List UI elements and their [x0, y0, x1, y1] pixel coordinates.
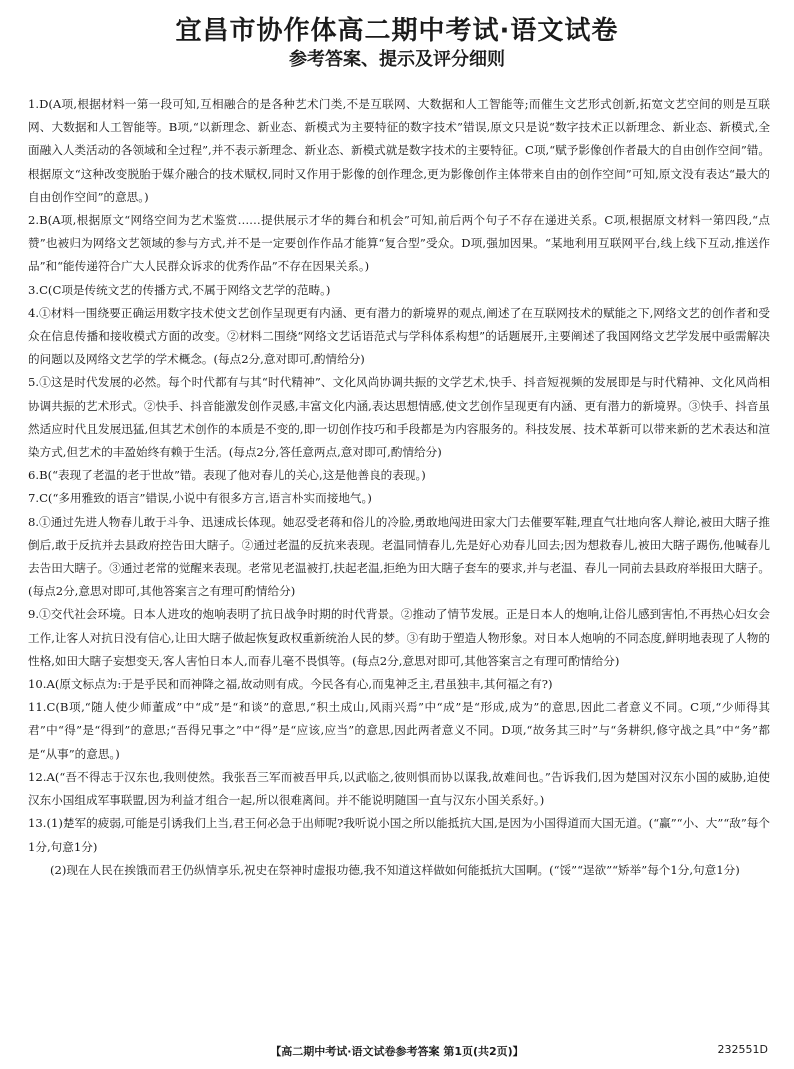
answer-text: A(原文标点为:于是乎民和而神降之福,故动则有成。今民各有心,而鬼神乏主,君虽独丰,其何福之有?): [46, 677, 553, 692]
answer-number: 12.: [28, 769, 47, 784]
answer-text: ①通过先进人物春儿敢于斗争、迅速成长体现。她忍受老蒋和俗儿的冷脸,勇敢地闯进田家大门去催要军鞋,理直气壮地向客人辩论,被田大瞎子推倒后,敢于反抗并去县政府控告田大瞎子。②通过老温的反抗来表现。老温同情春儿,先是好心劝春儿回去;因为想救春儿,被田大瞎子踢伤,他喊春儿去告田大瞎子。③通过老常的觉醒来表现。老常见老温被打,扶起老温,拒绝为田大瞎子套车的要求,并与老温、春儿一同前去县政府举报田大瞎子。(每点2分,意思对即可,其他答案言之有理可酌情给分): [28, 514, 770, 599]
answer-number: 11.: [28, 700, 47, 715]
answer-text: ①交代社会环境。日本人进攻的炮响表明了抗日战争时期的时代背景。②推动了情节发展。正是日本人的炮响,让俗儿感到害怕,不再热心妇女会工作,让客人对抗日没有信心,让田大瞎子做起恢复政权重新统治人民的梦。③有助于塑造人物形象。对日本人炮响的不同态度,鲜明地表现了人物的性格,如田大瞎子妄想变天,客人害怕日本人,而春儿毫不畏惧等。(每点2分,意思对即可,其他答案言之有理可酌情给分): [28, 607, 770, 668]
answer-13: [28, 812, 770, 858]
answer-number: 9.: [28, 607, 40, 622]
page-footer: 【高二期中考试·语文试卷参考答案 第1页(共2页)】: [270, 1045, 524, 1058]
answer-13-part-2: (2)现在人民在挨饿而君王仍纵情享乐,祝史在祭神时虚报功德,我不知道这样做如何能抵抗大国啊。(“馁”“逞欲”“矫举”每个1分,句意1分): [50, 862, 740, 877]
page-subtitle: 参考答案、提示及评分细则: [289, 49, 505, 70]
answer-number: 6.: [28, 468, 40, 483]
answer-12: [28, 766, 770, 812]
answer-number: 13.: [28, 816, 47, 831]
answer-number: 2.: [28, 213, 40, 228]
answer-number: 7.: [28, 491, 40, 506]
answer-1: [28, 93, 770, 209]
document-code: 232551D: [717, 1043, 768, 1056]
answer-10: [28, 673, 770, 696]
answer-text: A(“吾不得志于汉东也,我则使然。我张吾三军而被吾甲兵,以武临之,彼则惧而协以谋我,故难间也。”告诉我们,因为楚国对汉东小国的威胁,迫使汉东小国组成军事联盟,因为利益才组合一起,所以很难离间。并不能说明随国一直与汉东小国关系好。): [28, 769, 770, 808]
answer-7: [28, 487, 770, 510]
answer-number: 4.: [28, 305, 40, 320]
answer-text: C(C项是传统文艺的传播方式,不属于网络文艺学的范畴。): [39, 282, 331, 297]
answer-text: D(A项,根据材料一第一段可知,互相融合的是各种艺术门类,不是互联网、大数据和人工智能等;而催生文艺形式创新,拓宽文艺空间的则是互联网、大数据和人工智能等。B项,“以新理念、新业态、新模式为主要特征的数字技术”错误,原文只是说“数字技术正以新理念、新业态、新模式,全面融入人类活动的各领域和全过程”,并不表示新理念、新业态、新模式就是数字技术的主要特征。C项,“赋予影像创作者最大的自由创作空间”错。根据原文“这种改变脱胎于媒介融合的技术赋权,同时又作用于影像的创作理念,更为影像创作主体带来自由的创作空间”可知,原文没有表达“最大的自由创作空间”的意思。): [28, 97, 770, 204]
answer-text: C(B项,“随人使少师董成”中“成”是“和谈”的意思,“积土成山,风雨兴焉”中“成”是“形成,成为”的意思,因此二者意义不同。C项,“少师得其君”中“得”是“得到”的意思;“吾得兄事之”中“得”是“应该,应当”的意思,因此两者意义不同。D项,“故务其三时”与“务耕织,修守战之具”中“务”都是“从事”的意思。): [28, 700, 770, 761]
answer-2: [28, 209, 770, 279]
page-title: 宜昌市协作体高二期中考试·语文试卷: [175, 16, 619, 46]
answer-5: [28, 371, 770, 464]
answer-text: ①这是时代发展的必然。每个时代都有与其“时代精神”、文化风尚协调共振的文学艺术,快手、抖音短视频的发展即是与时代精神、文化风尚相协调共振的艺术形式。②快手、抖音能激发创作灵感,丰富文化内涵,表达思想情感,使文艺创作呈现更有内涵、更有潜力的新境界。③快手、抖音虽然适应时代且发展迅猛,但其艺术创作的本质是不变的,即一切创作技巧和手段都是为内容服务的。科技发展、技术革新可以带来新的艺术表达和渲染方式,但艺术的丰盈始终有赖于生活。(每点2分,答任意两点,意对即可,酌情给分): [28, 375, 770, 460]
answer-number: 3.: [28, 282, 40, 297]
answer-8: [28, 511, 770, 604]
answer-number: 5.: [28, 375, 40, 390]
answer-text: ①材料一围绕要正确运用数字技术使文艺创作呈现更有内涵、更有潜力的新境界的观点,阐述了在互联网技术的赋能之下,网络文艺的创作者和受众在信息传播和接收模式方面的改变。②材料二围绕“网络文艺话语范式与学科体系构想”的话题展开,主要阐述了我国网络文艺学发展中亟需解决的问题以及网络文艺学的学术概念。(每点2分,意对即可,酌情给分): [28, 305, 770, 367]
answer-text: B(A项,根据原文“网络空间为艺术鉴赏……提供展示才华的舞台和机会”可知,前后两个句子不存在递进关系。C项,根据原文材料一第四段,“点赞”也被归为网络文艺领域的参与方式,并不是一定要创作作品才能算“复合型”受众。D项,强加因果。“某地利用互联网平台,线上线下互动,推送作品”和“能传递符合广大人民群众诉求的优秀作品”不存在因果关系。): [28, 213, 770, 274]
answer-number: 8.: [28, 514, 40, 529]
answer-11: [28, 696, 770, 766]
answer-4: [28, 302, 770, 372]
answer-number: 1.: [28, 97, 40, 111]
answer-9: [28, 603, 770, 673]
answer-3: [28, 279, 770, 302]
answer-text: C(“多用雅致的语言”错误,小说中有很多方言,语言朴实而接地气。): [39, 491, 372, 506]
answer-number: 10.: [28, 677, 47, 692]
answer-text: B(“表现了老温的老于世故”错。表现了他对春儿的关心,这是他善良的表现。): [39, 468, 426, 483]
answer-6: [28, 464, 770, 487]
answer-text: (1)楚军的疲弱,可能是引诱我们上当,君王何必急于出师呢?我听说小国之所以能抵抗大国,是因为小国得道而大国无道。(“赢”“小、大”“敌”每个1分,句意1分): [28, 816, 770, 854]
answers-body: [28, 93, 770, 882]
